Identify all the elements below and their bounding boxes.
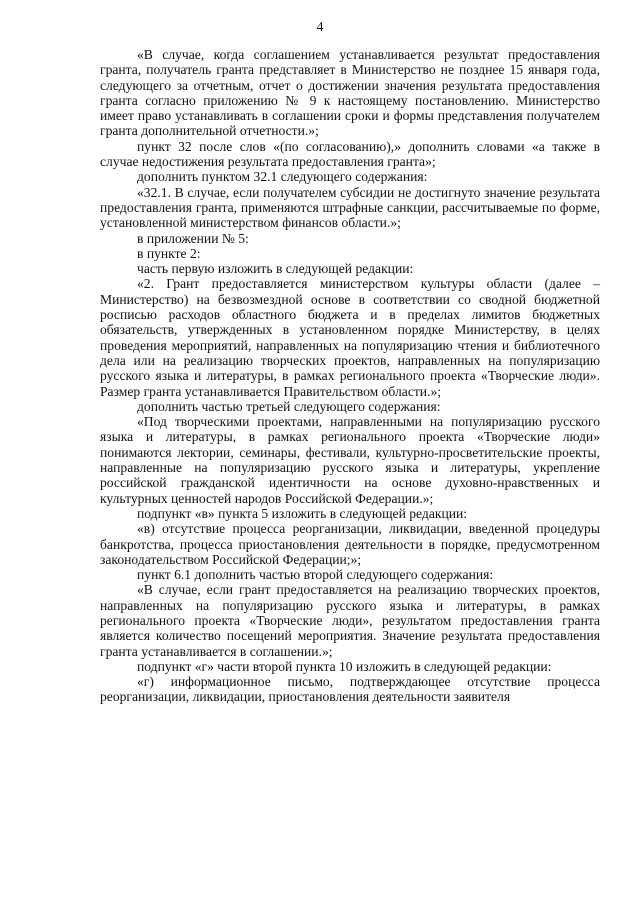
paragraph-part-one: часть первую изложить в следующей редакции: — [137, 261, 414, 277]
paragraph-subpoint-v-text: «в) отсутствие процесса реорганизации, ликвидации, введенной процедуры банкротства, процесса приостановления деятельности в порядке, предусмотренном законодательством Российской Федерации;»; — [100, 521, 600, 567]
paragraph-report-deadline: «В случае, когда соглашением устанавливается результат предоставления гранта, получатель гранта представляет в Министерство не позднее 15 января года, следующего за отчетным, отчет о достижении значения результата предоставления гранта согласно приложению № 9 к настоящему постановлению. Министерство имеет право устанавливать в соглашении сроки и формы представления получателем гранта дополнительной отчетности.»; — [100, 47, 600, 139]
paragraph-creative-projects: «Под творческими проектами, направленными на популяризацию русского языка и литературы, в рамках регионального проекта «Творческие люди» понимаются лектории, семинары, фестивали, культурно-просветительские проекты, направленные на популяризацию русского языка и литературы, укрепление российской гражданской идентичности на основе духовно-нравственных и культурных ценностей народов Российской Федерации.»; — [100, 414, 600, 506]
paragraph-grant-definition: «2. Грант предоставляется министерством культуры области (далее – Министерство) на безвозмездной основе в соответствии со сводной бюджетной росписью расходов областного бюджета и в пределах лимитов бюджетных обязательств, утвержденных в установленном порядке Министерству, в целях проведения мероприятий, направленных на популяризацию чтения и библиотечного дела или на реализацию творческих проектов, направленных на популяризацию русского языка и литературы, в рамках регионального проекта «Творческие люди». Размер гранта устанавливается Правительством области.»; — [100, 276, 600, 399]
paragraph-subpoint-g-text: «г) информационное письмо, подтверждающее отсутствие процесса реорганизации, ликвидации, приостановления деятельности заявителя — [100, 674, 600, 705]
paragraph-add-part-three: дополнить частью третьей следующего содержания: — [137, 398, 441, 414]
paragraph-appendix-5: в приложении № 5: — [137, 230, 249, 246]
paragraph-point-2: в пункте 2: — [137, 245, 201, 261]
paragraph-add-32-1: дополнить пунктом 32.1 следующего содержания: — [137, 169, 428, 185]
document-body — [100, 47, 600, 705]
paragraph-subpoint-v: подпункт «в» пункта 5 изложить в следующей редакции: — [137, 505, 468, 521]
paragraph-subpoint-g: подпункт «г» части второй пункта 10 изложить в следующей редакции: — [137, 658, 552, 674]
paragraph-point-6-1: пункт 6.1 дополнить частью второй следующего содержания: — [137, 567, 494, 583]
paragraph-32-1-text: «32.1. В случае, если получателем субсидии не достигнуто значение результата предоставления гранта, применяются штрафные санкции, рассчитываемые по форме, установленной министерством финансов области.»; — [100, 184, 600, 231]
paragraph-point-32: пункт 32 после слов «(по согласованию),» дополнить словами «а также в случае недостижения результата предоставления гранта»; — [100, 138, 600, 170]
paragraph-grant-result: «В случае, если грант предоставляется на реализацию творческих проектов, направленных на популяризацию русского языка и литературы, в рамках регионального проекта «Творческие люди», результатом предоставления гранта является количество посещений мероприятия. Значение результата предоставления гранта устанавливается в соглашении.»; — [100, 582, 600, 659]
page-number: 4 — [316, 20, 324, 35]
